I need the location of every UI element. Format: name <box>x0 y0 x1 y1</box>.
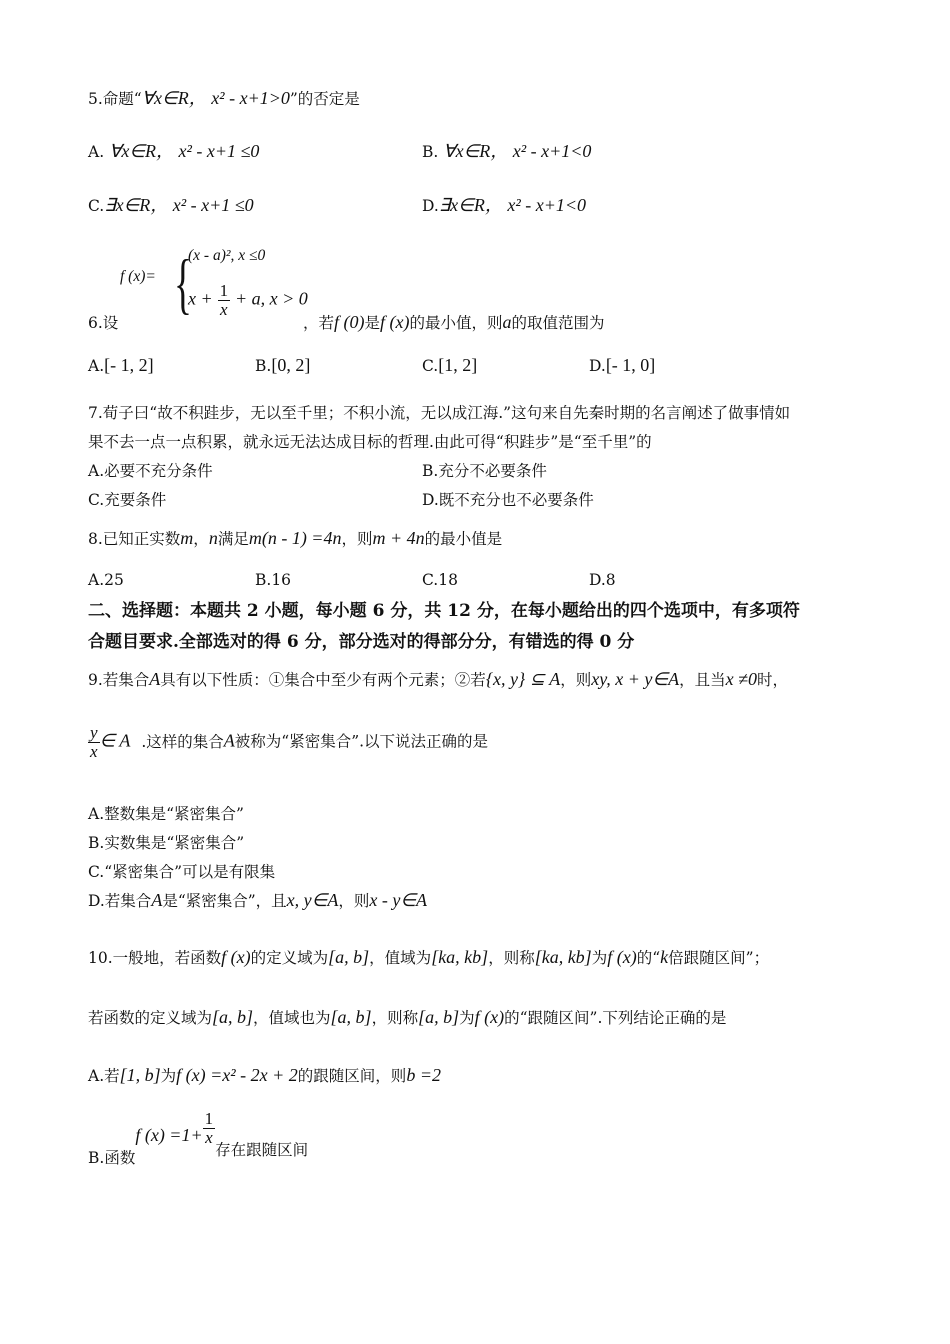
q10-option-b[interactable]: B.函数f (x) =1+ $\frac{1}{x}$ 存在跟随区间 <box>88 1109 309 1167</box>
q7-line2: 果不去一点一点积累，就永远无法达成目标的哲理.由此可得“积跬步”是“至千里”的 <box>88 433 652 451</box>
q10-line2: 若函数的定义域为[a, b]，值域也为[a, b]，则称[a, b]为f (x)的“跟随区间”.下列结论正确的是 <box>88 1007 727 1027</box>
q7-option-b[interactable]: B.充分不必要条件 <box>422 462 547 480</box>
q6-fx: f (x) <box>380 312 410 332</box>
q6-brace: { <box>174 245 192 321</box>
q9-option-d[interactable]: D.若集合A是“紧密集合”，且x, y∈A，则x - y∈A <box>88 890 427 910</box>
q6-stem: ，若f (0)是f (x)的最小值，则a的取值范围为 <box>303 312 605 332</box>
q8-stem: 8.已知正实数m，n满足m(n - 1) =4n，则m + 4n的最小值是 <box>88 528 503 548</box>
q7-option-d[interactable]: D.既不充分也不必要条件 <box>422 491 594 509</box>
q6-case2: x + $\frac{1}{x}$ + a, x > 0 <box>188 281 308 319</box>
q9-option-a[interactable]: A.整数集是“紧密集合” <box>88 805 244 823</box>
q10-line1: 10.一般地，若函数f (x)的定义域为[a, b]，值域为[ka, kb]，则称[ka, kb]为f (x)的“k倍跟随区间”； <box>88 947 770 967</box>
q6-func-lhs: f (x)= <box>120 268 156 285</box>
q6-f0: f (0) <box>334 312 365 332</box>
q6-option-b[interactable]: B.[0, 2] <box>255 355 311 375</box>
section-heading <box>88 596 868 658</box>
q10-option-a[interactable]: A.若[1, b]为f (x) =x² - 2x + 2的跟随区间，则b =2 <box>88 1065 441 1085</box>
q5-stem-post: ”的否定是 <box>289 90 360 108</box>
q8-expression: m + 4n <box>372 528 425 548</box>
q10-option-b-fraction: $\frac{1}{x}$ <box>204 1109 214 1147</box>
q7-option-a[interactable]: A.必要不充分条件 <box>88 462 213 480</box>
q9-option-c[interactable]: C.“紧密集合”可以是有限集 <box>88 863 276 881</box>
q6-option-a[interactable]: A.[- 1, 2] <box>88 355 154 375</box>
q5-option-c[interactable]: C.∃x∈R， x² - x+1 ≤0 <box>88 195 254 215</box>
q6-case2-frac: $\frac{1}{x}$ <box>219 281 229 319</box>
q6-option-c[interactable]: C.[1, 2] <box>422 355 478 375</box>
q9-closure: xy, x + y∈A <box>591 669 680 689</box>
q10-option-a-function: f (x) =x² - 2x + 2 <box>176 1065 298 1085</box>
q5-option-d[interactable]: D.∃x∈R， x² - x+1<0 <box>422 195 587 215</box>
q5-stem-math: ∀x∈R， x² - x+1>0 <box>141 88 290 108</box>
q9-fraction: $\frac{y}{x}$ <box>90 723 98 761</box>
q8-option-c[interactable]: C.18 <box>422 571 458 589</box>
q6-option-d[interactable]: D.[- 1, 0] <box>589 355 656 375</box>
q9-option-b[interactable]: B.实数集是“紧密集合” <box>88 834 245 852</box>
q8-option-b[interactable]: B.16 <box>255 571 292 589</box>
q6-prefix: 6.设 <box>88 314 119 332</box>
section-heading-line2: 合题目要求.全部选对的得 6 分，部分选对的得部分分，有错选的得 0 分 <box>88 632 635 652</box>
q8-option-a[interactable]: A.25 <box>88 571 124 589</box>
q6-case1: (x - a)², x ≤0 <box>188 247 266 264</box>
q7-option-c[interactable]: C.充要条件 <box>88 491 167 509</box>
q9-stem-line2: $\frac{y}{x}$ ∈ A .这样的集合A被称为“紧密集合”.以下说法正确的是 <box>90 723 489 761</box>
q9-stem: 9.若集合A具有以下性质：①集合中至少有两个元素；②若{x, y} ⊆ A，则xy, x + y∈A，且当x ≠0时， <box>88 669 788 689</box>
q8-condition: m(n - 1) =4n <box>248 528 342 548</box>
q8-option-d[interactable]: D.8 <box>589 571 616 589</box>
section-heading-line1: 二、选择题：本题共 2 小题，每小题 6 分，共 12 分，在每小题给出的四个选项中，有多项符 <box>88 601 800 621</box>
q9-set: {x, y} ⊆ A <box>485 669 561 689</box>
q5-option-b[interactable]: B. ∀x∈R， x² - x+1<0 <box>422 141 592 161</box>
q5-stem <box>88 84 360 110</box>
q5-option-a[interactable]: A. ∀x∈R， x² - x+1 ≤0 <box>88 141 260 161</box>
q5-stem-pre: 5.命题“ <box>88 90 142 108</box>
q7-line1: 7.荀子曰“故不积跬步，无以至千里；不积小流，无以成江海.”这句来自先秦时期的名言阐述了做事情如 <box>88 404 791 422</box>
